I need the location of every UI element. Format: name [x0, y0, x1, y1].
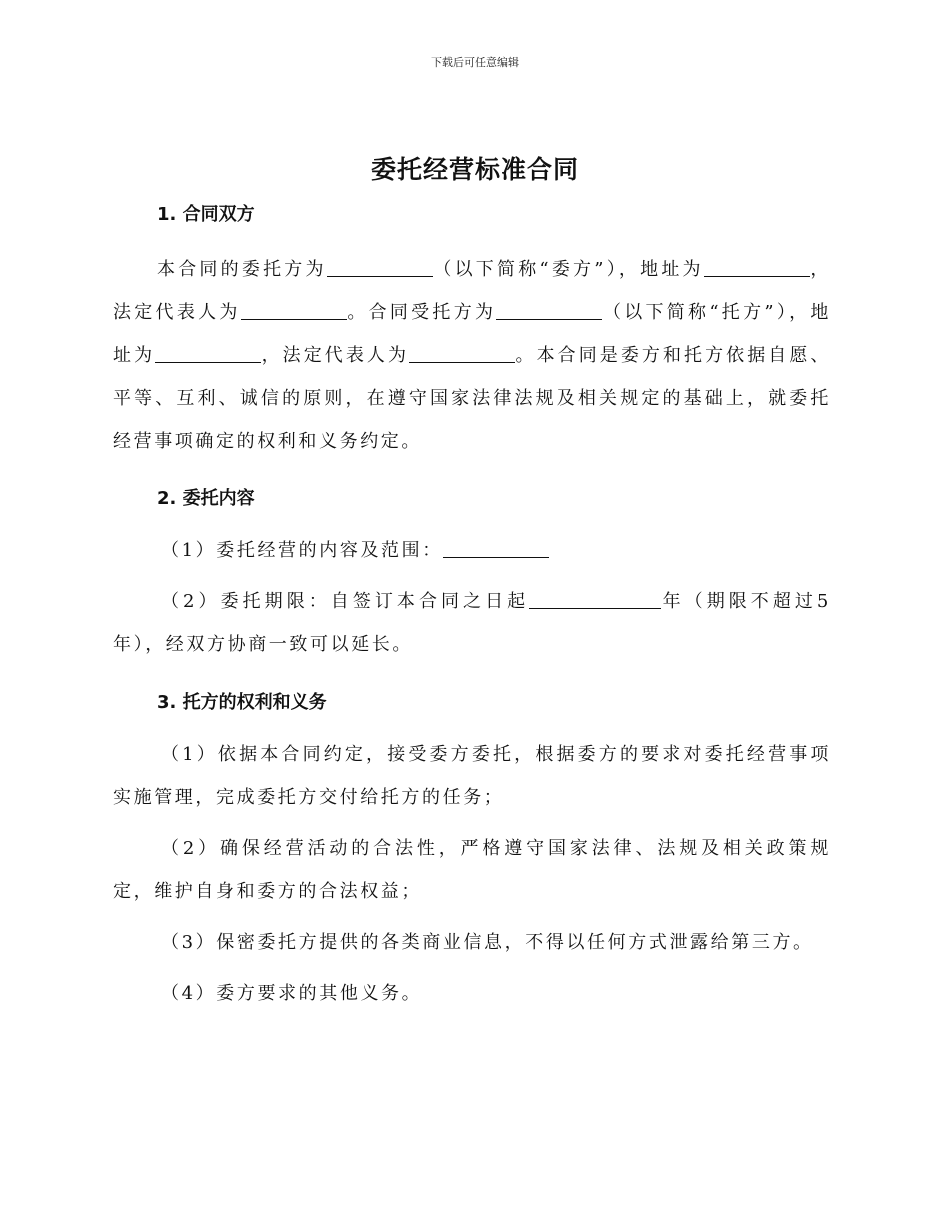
parties-paragraph	[113, 248, 831, 463]
paragraph-text: 。合同受托方为	[346, 302, 497, 323]
paragraph-text: （以下简称“托方”），地址为	[113, 302, 831, 366]
entrusting-party-blank[interactable]	[327, 258, 433, 277]
section-heading-content: 2. 委托内容	[157, 488, 255, 509]
entrusting-representative-blank[interactable]	[241, 301, 347, 320]
paragraph-text: （以下简称“委方”），地址为	[432, 259, 704, 280]
entrusted-address-blank[interactable]	[155, 344, 261, 363]
obligation-item: （2）确保经营活动的合法性，严格遵守国家法律、法规及相关政策规定，维护自身和委方的合法权益；	[113, 838, 831, 902]
document-body	[113, 196, 831, 1015]
scope-blank[interactable]	[443, 539, 549, 558]
section-heading-parties: 1. 合同双方	[157, 204, 255, 225]
entrusted-representative-blank[interactable]	[409, 344, 515, 363]
entrusting-address-blank[interactable]	[704, 258, 810, 277]
obligation-item: （4）委方要求的其他义务。	[161, 983, 423, 1004]
paragraph-text: 。本合同是委方和托方依据自愿、平等、互利、诚信的原则，在遵守国家法律法规及相关规定的基础上，就委托经营事项确定的权利和义务约定。	[113, 345, 832, 452]
paragraph-text: 本合同的委托方为	[157, 259, 327, 280]
header-note: 下载后可任意编辑	[431, 56, 519, 69]
obligation-item: （1）依据本合同约定，接受委方委托，根据委方的要求对委托经营事项实施管理，完成委托方交付给托方的任务；	[113, 744, 831, 808]
content-item-term	[113, 580, 831, 666]
item-text: （2）委托期限：自签订本合同之日起	[161, 591, 530, 612]
term-years-blank[interactable]	[529, 590, 661, 609]
content-item-scope	[113, 529, 831, 572]
paragraph-text: ，法定代表人为	[113, 259, 831, 323]
entrusted-party-blank[interactable]	[496, 301, 602, 320]
paragraph-text: ，法定代表人为	[261, 345, 410, 366]
section-heading-obligations: 3. 托方的权利和义务	[157, 692, 327, 713]
obligation-item: （3）保密委托方提供的各类商业信息，不得以任何方式泄露给第三方。	[161, 932, 814, 953]
document-title: 委托经营标准合同	[370, 155, 579, 184]
item-text: （1）委托经营的内容及范围：	[161, 540, 443, 561]
item-text: 年（期限不超过5年），经双方协商一致可以延长。	[113, 591, 831, 655]
